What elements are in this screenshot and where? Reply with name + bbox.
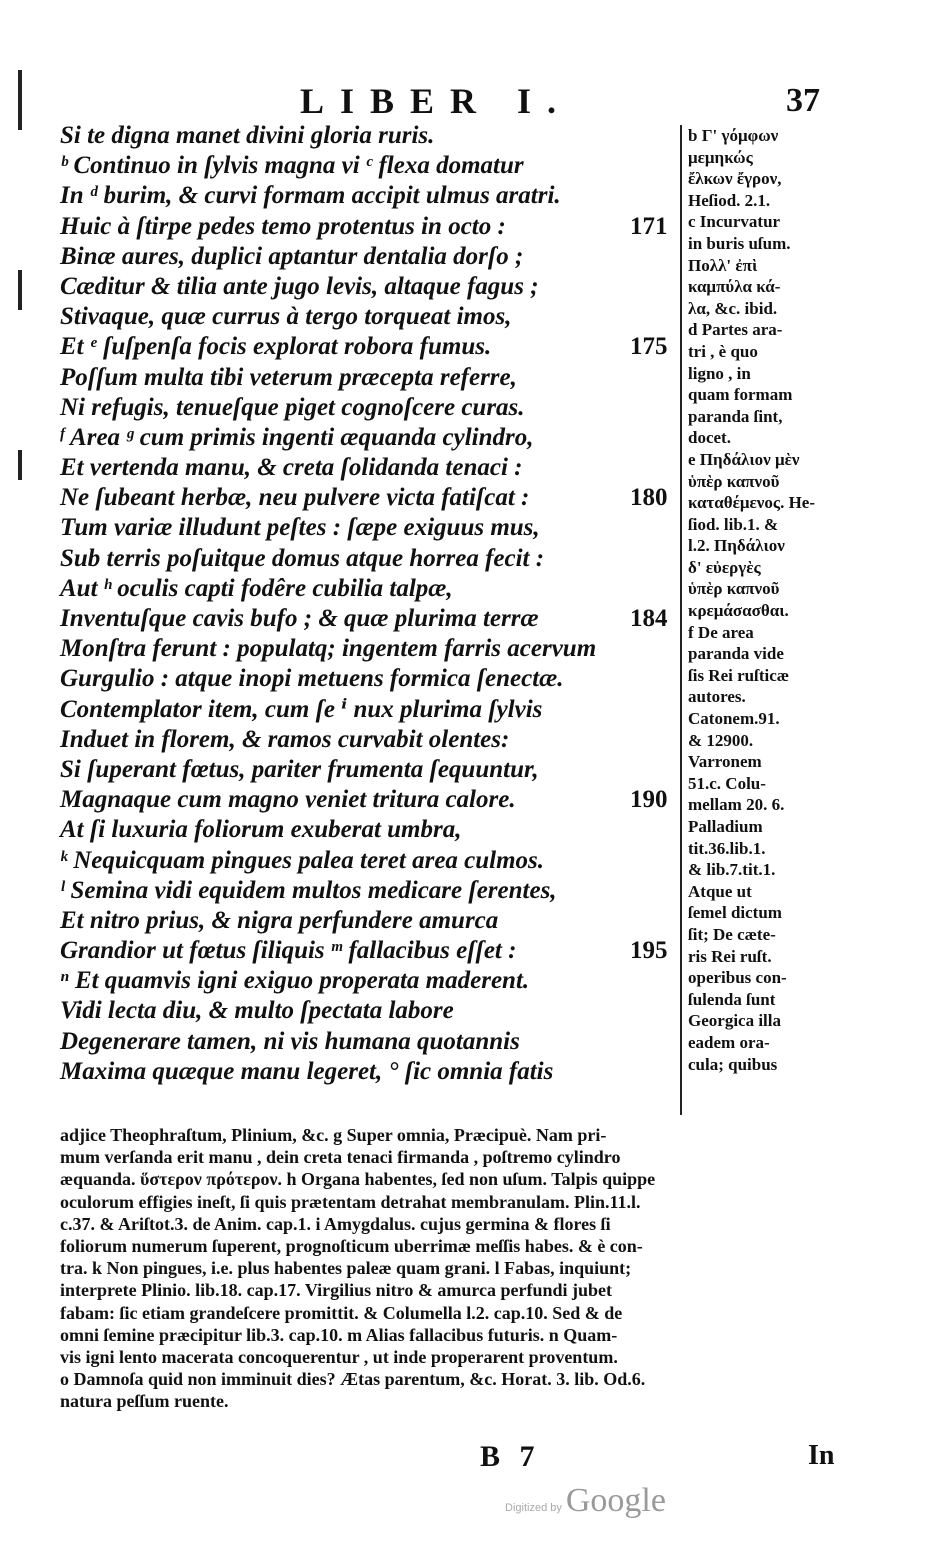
margin-note-line: b Γ' γόμφων: [688, 126, 779, 145]
verse-text: ⁿ Et quamvis igni exiguo properata maderent.: [60, 967, 530, 995]
verse-text: Contemplator item, cum ſe ⁱ nux plurima ſylvis: [60, 695, 543, 723]
line-number: 171: [630, 212, 668, 240]
signature-mark: B 7: [480, 1440, 541, 1473]
verse-line: [60, 815, 680, 845]
verse-block: [60, 121, 680, 1087]
verse-text: Grandior ut fœtus ſiliquis ᵐ fallacibus eſſet :: [60, 937, 517, 965]
margin-note-line: cula; quibus: [688, 1054, 778, 1074]
verse-line: [60, 151, 680, 181]
verse-line: [60, 634, 680, 664]
catchword: In: [808, 1440, 835, 1471]
verse-text: Binæ aures, duplici aptantur dentalia dorſo ;: [60, 242, 524, 270]
margin-note-line: ſit; De cæte-: [688, 924, 776, 944]
verse-line: [60, 302, 680, 332]
verse-line: [60, 725, 680, 755]
footnote-line: tra. k Non pingues, i.e. plus habentes paleæ quam grani. l Fabas, inquiunt;: [60, 1258, 632, 1279]
footnote-line: mum verſanda erit manu , dein creta tenaci firmanda , poſtremo cylindro: [60, 1147, 621, 1168]
verse-text: Tum variæ illudunt peſtes : ſæpe exiguus mus,: [60, 514, 540, 542]
verse-line: [60, 906, 680, 936]
verse-line: [60, 876, 680, 906]
footnote-line: o Damnoſa quid non imminuit dies? Ætas parentum, &c. Horat. 3. lib. Od.6.: [60, 1369, 646, 1390]
line-number: 175: [630, 333, 668, 361]
footnote-line: vis igni lento macerata concoquerentur , ut inde properarent proventum.: [60, 1346, 618, 1367]
line-number: 184: [630, 605, 668, 632]
verse-text: Si te digna manet divini gloria ruris.: [60, 122, 435, 149]
margin-note-line: ἔλκων ἔγρον,: [688, 169, 782, 189]
verse-line: [60, 695, 680, 725]
margin-note-line: ris Rei ruſt.: [688, 946, 772, 966]
verse-line: [60, 513, 680, 543]
footnote-line: adjice Theophraſtum, Plinium, &c. g Super omnia, Præcipuè. Nam pri-: [60, 1125, 607, 1145]
verse-text: Stivaque, quæ currus à tergo torqueat imos,: [60, 303, 512, 331]
verse-line: [60, 755, 680, 785]
verse-text: ᵏ Nequicquam pingues palea teret area culmos.: [60, 846, 545, 874]
verse-text: At ſi luxuria foliorum exuberat umbra,: [60, 816, 462, 844]
margin-note-line: Heſiod. 2.1.: [688, 190, 771, 210]
verse-text: Et nitro prius, & nigra perfundere amurca: [60, 906, 499, 934]
margin-note-line: Catonem.91.: [688, 709, 780, 729]
verse-line: [60, 272, 680, 302]
margin-note-line: c Incurvatur: [688, 212, 781, 232]
verse-line: [60, 212, 680, 242]
verse-text: ᶠ Area ᵍ cum primis ingenti æquanda cylindro,: [60, 423, 534, 451]
margin-note-line: tri , è quo: [688, 341, 758, 361]
verse-text: Maxima quæque manu legeret, ° ſic omnia fatis: [60, 1057, 554, 1085]
margin-note-line: Atque ut: [688, 881, 752, 901]
verse-text: Poſſum multa tibi veterum præcepta referre,: [60, 363, 517, 391]
verse-line: [60, 846, 680, 876]
verse-text: Vidi lecta diu, & multo ſpectata labore: [60, 997, 454, 1025]
verse-text: Magnaque cum magno veniet tritura calore.: [60, 786, 516, 814]
verse-text: In ᵈ burim, & curvi formam accipit ulmus aratri.: [60, 182, 561, 210]
verse-text: Ne ſubeant herbæ, neu pulvere victa fatiſcat :: [60, 484, 530, 512]
verse-line: [60, 936, 680, 966]
margin-note-line: in buris uſum.: [688, 233, 791, 253]
verse-text: Aut ʰ oculis capti fodêre cubilia talpæ,: [60, 574, 453, 602]
margin-note-line: d Partes ara-: [688, 320, 783, 340]
verse-text: ᵇ Continuo in ſylvis magna vi ᶜ flexa domatur: [60, 152, 524, 180]
verse-line: [60, 966, 680, 996]
verse-text: Sub terris poſuitque domus atque horrea fecit :: [60, 544, 545, 572]
verse-text: ˡ Semina vidi equidem multos medicare ſerentes,: [60, 876, 557, 904]
margin-note-line: l.2. Πηδάλιον: [688, 536, 785, 556]
running-title: LIBER I.: [300, 81, 573, 121]
margin-note-line: tit.36.lib.1.: [688, 838, 766, 858]
verse-line: [60, 574, 680, 604]
verse-line: [60, 453, 680, 483]
verse-line: [60, 121, 680, 151]
margin-note-line: Palladium: [688, 817, 763, 836]
footnote-line: interprete Plinio. lib.18. cap.17. Virgilius nitro & amurca perfundi jubet: [60, 1280, 613, 1301]
margin-notes: [688, 125, 848, 1075]
margin-note-line: ſemel dictum: [688, 903, 782, 923]
margin-note-line: paranda vide: [688, 644, 784, 664]
margin-note-line: ὑπὲρ καπνοῦ: [688, 579, 780, 599]
verse-line: [60, 332, 680, 362]
margin-note-line: μεμηκώς: [688, 147, 753, 167]
footnote-line: æquanda. ὕστερον πρότερον. h Organa habentes, ſed non uſum. Talpis quippe: [60, 1169, 656, 1190]
margin-note-line: eadem ora-: [688, 1032, 770, 1052]
verse-text: Inventuſque cavis bufo ; & quæ plurima terræ: [60, 605, 539, 632]
margin-note-line: mellam 20. 6.: [688, 795, 785, 815]
footnotes: [60, 1124, 846, 1412]
footnote-line: natura peſſum ruente.: [60, 1391, 229, 1412]
verse-line: [60, 785, 680, 815]
watermark-label: Digitized by: [505, 1502, 562, 1514]
footnote-line: c.37. & Ariſtot.3. de Anim. cap.1. i Amygdalus. cujus germina & flores ſi: [60, 1213, 611, 1234]
page-number: 37: [786, 82, 820, 119]
margin-note-line: paranda ſint,: [688, 406, 783, 426]
margin-note-line: ſulenda ſunt: [688, 989, 776, 1009]
verse-line: [60, 604, 680, 634]
verse-text: Gurgulio : atque inopi metuens formica ſenectæ.: [60, 665, 564, 693]
margin-note-line: & lib.7.tit.1.: [688, 860, 776, 880]
margin-note-line: Πολλ' ἐπὶ: [688, 255, 758, 275]
verse-text: Et vertenda manu, & creta ſolidanda tenaci :: [60, 454, 523, 482]
margin-note-line: καμπύλα κά-: [688, 277, 781, 297]
verse-line: [60, 664, 680, 694]
digitized-watermark: [505, 1482, 666, 1520]
line-number: 190: [630, 786, 668, 814]
line-number: 180: [630, 484, 668, 512]
margin-note-line: ſiod. lib.1. &: [688, 514, 779, 534]
verse-text: Et ᵉ ſuſpenſa focis explorat robora fumus.: [60, 333, 492, 361]
verse-line: [60, 544, 680, 574]
verse-line: [60, 181, 680, 211]
margin-note-line: καταθέμενος. He-: [688, 493, 815, 513]
verse-text: Cæditur & tilia ante jugo levis, altaque fagus ;: [60, 272, 539, 300]
column-rule: [680, 125, 682, 1115]
footnote-line: omni ſemine præcipitur lib.3. cap.10. m Alias fallacibus futuris. n Quam-: [60, 1324, 618, 1345]
line-number: 195: [630, 937, 668, 965]
verse-line: [60, 1057, 680, 1087]
margin-note-line: e Πηδάλιον μὲν: [688, 449, 800, 469]
verse-text: Ni refugis, tenueſque piget cognoſcere curas.: [60, 393, 525, 421]
verse-line: [60, 423, 680, 453]
footnote-line: fabam: ſic etiam grandeſcere promittit. & Columella l.2. cap.10. Sed & de: [60, 1302, 623, 1323]
verse-line: [60, 393, 680, 423]
margin-note-line: ſis Rei ruſticæ: [688, 665, 790, 685]
verse-text: Induet in florem, & ramos curvabit olentes:: [60, 725, 510, 753]
verse-text: Monſtra ferunt : populatq; ingentem farris acervum: [60, 635, 597, 663]
verse-text: Degenerare tamen, ni vis humana quotannis: [60, 1027, 520, 1055]
verse-text: Si ſuperant fœtus, pariter frumenta ſequuntur,: [60, 755, 539, 783]
margin-note-line: λα, &c. ibid.: [688, 298, 778, 318]
margin-note-line: 51.c. Colu-: [688, 773, 766, 793]
google-logo: Google: [565, 1482, 666, 1519]
page-edge-shadow: [18, 70, 22, 1080]
footnote-line: oculorum effigies ineſt, ſi quis prætentam detrahat membranulam. Plin.11.l.: [60, 1191, 641, 1212]
verse-line: [60, 363, 680, 393]
margin-note-line: f De area: [688, 622, 754, 642]
margin-note-line: autores.: [688, 687, 746, 707]
verse-line: [60, 996, 680, 1026]
verse-line: [60, 483, 680, 513]
margin-note-line: docet.: [688, 428, 731, 448]
margin-note-line: operibus con-: [688, 968, 787, 988]
margin-note-line: quam formam: [688, 385, 793, 405]
verse-text: Huic à ſtirpe pedes temo protentus in octo :: [60, 212, 506, 240]
margin-note-line: ὑπὲρ καπνοῦ: [688, 471, 780, 491]
verse-line: [60, 242, 680, 272]
margin-note-line: & 12900.: [688, 730, 754, 750]
margin-note-line: δ' εὐεργὲς: [688, 557, 761, 577]
verse-line: [60, 1027, 680, 1057]
margin-note-line: ligno , in: [688, 363, 751, 383]
margin-note-line: Varronem: [688, 752, 762, 772]
margin-note-line: κρεμάσασθαι.: [688, 601, 789, 621]
margin-note-line: Georgica illa: [688, 1011, 782, 1031]
footnote-line: foliorum numerum ſuperent, prognoſticum uberrimæ meſſis habes. & è con-: [60, 1235, 643, 1256]
